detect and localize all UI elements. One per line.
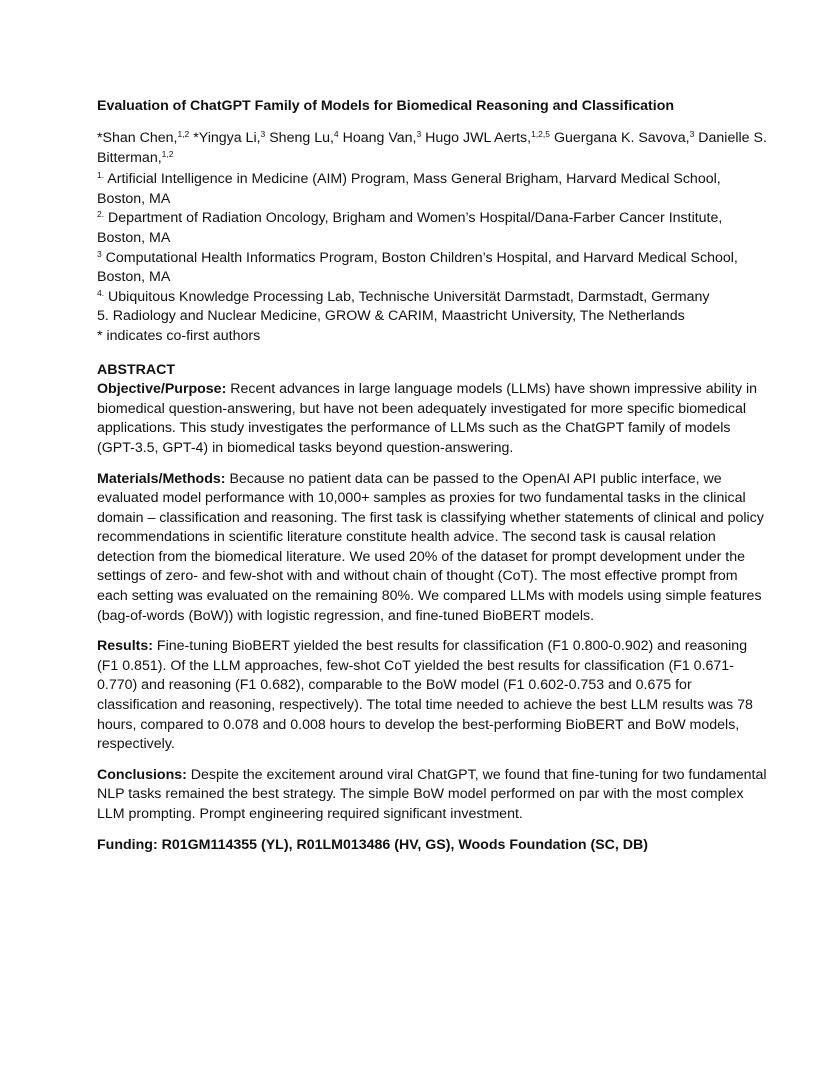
author-name: *Yingya Li, xyxy=(189,130,261,146)
author-affiliation-marker: 4 xyxy=(333,129,339,139)
abstract-conclusions xyxy=(97,766,772,825)
affiliation-marker: 3 xyxy=(97,248,102,259)
affiliation-item xyxy=(97,288,772,308)
author-name: *Shan Chen, xyxy=(97,130,178,146)
author-name: Danielle S. Bitterman, xyxy=(97,130,767,166)
section-text: Because no patient data can be passed to the OpenAI API public interface, we evaluated model performance with 10,000+ samples as proxies for two fundamental tasks in the clinical domain – classification and reasoning. The first task is classifying whether statements of clinical and policy recommendations in scientific literature constitute health advice. The second task is causal relation detection from the biomedical literature. We used 20% of the dataset for prompt development under the settings of zero- and few-shot with and without chain of thought (CoT). The most effective prompt from each setting was evaluated on the remaining 80%. We compared LLMs with models using simple features (bag-of-words (BoW)) with logistic regression, and fine-tuned BioBERT models. xyxy=(97,470,764,624)
paper-page xyxy=(97,96,772,855)
author-name: Hugo JWL Aerts, xyxy=(421,130,532,146)
co-first-author-note: * indicates co-first authors xyxy=(97,327,261,344)
affiliation-text: Ubiquitous Knowledge Processing Lab, Technische Universität Darmstadt, Darmstadt, Germany xyxy=(104,288,710,305)
author-affiliation-marker: 3 xyxy=(260,129,266,139)
section-label: Results: xyxy=(97,638,153,655)
affiliation-list xyxy=(97,170,772,327)
affiliation-text: Computational Health Informatics Program, Boston Children’s Hospital, and Harvard Medical School, Boston, MA xyxy=(97,249,738,286)
section-label: Conclusions: xyxy=(97,766,187,783)
author-name: Guergana K. Savova, xyxy=(550,130,690,146)
funding-statement: Funding: R01GM114355 (YL), R01LM013486 (HV, GS), Woods Foundation (SC, DB) xyxy=(97,836,649,853)
abstract-methods xyxy=(97,470,772,627)
abstract-objective xyxy=(97,380,772,458)
affiliation-item xyxy=(97,307,772,327)
author-affiliation-marker: 1,2,5 xyxy=(531,129,550,139)
affiliation-item xyxy=(97,209,772,248)
author-name: Hoang Van, xyxy=(338,130,417,146)
author-affiliation-marker: 1,2 xyxy=(161,148,174,159)
section-label: Objective/Purpose: xyxy=(97,381,227,398)
abstract-results xyxy=(97,637,772,755)
author-affiliation-marker: 3 xyxy=(689,129,695,139)
affiliation-item xyxy=(97,170,772,209)
affiliation-marker: 1. xyxy=(97,170,105,181)
affiliation-marker: 2. xyxy=(97,209,105,220)
section-text: Fine-tuning BioBERT yielded the best results for classification (F1 0.800-0.902) and reasoning (F1 0.851). Of the LLM approaches, few-shot CoT yielded the best results for classification (F1 0.671-0.770) and reasoning (F1 0.682), comparable to the BoW model (F1 0.602-0.753 and 0.675 for classification and reasoning, respectively). The total time needed to achieve the best LLM results was 78 hours, compared to 0.078 and 0.008 hours to develop the best-performing BioBERT and BoW models, respectively. xyxy=(97,638,753,753)
author-affiliation-marker: 3 xyxy=(416,129,422,139)
abstract-heading: ABSTRACT xyxy=(97,361,176,378)
author-name: Sheng Lu, xyxy=(265,130,334,146)
affiliation-item xyxy=(97,249,772,288)
paper-title: Evaluation of ChatGPT Family of Models for Biomedical Reasoning and Classification xyxy=(97,98,675,114)
affiliation-text: Artificial Intelligence in Medicine (AIM) Program, Mass General Brigham, Harvard Medical School, Boston, MA xyxy=(97,171,721,207)
author-list xyxy=(97,129,772,168)
section-text: Recent advances in large language models (LLMs) have shown impressive ability in biomedical question-answering, but have not been adequately investigated for more specific biomedical applications. This study investigates the performance of LLMs such as the ChatGPT family of models (GPT-3.5, GPT-4) in biomedical tasks beyond question-answering. xyxy=(97,381,758,456)
section-text: Despite the excitement around viral ChatGPT, we found that fine-tuning for two fundamental NLP tasks remained the best strategy. The simple BoW model performed on par with the most complex LLM prompting. Prompt engineering required significant investment. xyxy=(97,766,767,822)
affiliation-text: 5. Radiology and Nuclear Medicine, GROW & CARIM, Maastricht University, The Netherlands xyxy=(97,308,685,325)
affiliation-text: Department of Radiation Oncology, Brigham and Women’s Hospital/Dana-Farber Cancer Institute, Boston, MA xyxy=(97,210,723,246)
affiliation-marker: 4. xyxy=(97,287,105,298)
section-label: Materials/Methods: xyxy=(97,470,226,487)
author-affiliation-marker: 1,2 xyxy=(177,129,190,139)
